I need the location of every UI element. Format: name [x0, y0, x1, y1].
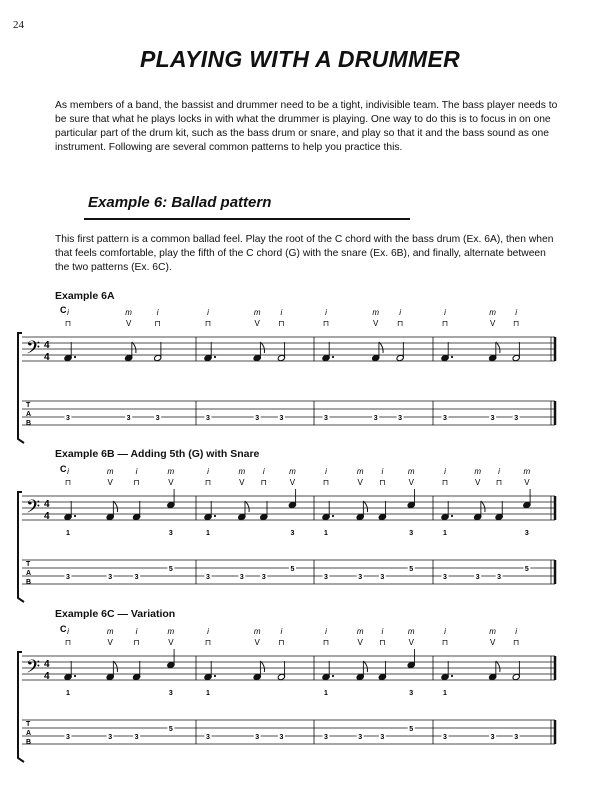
fingering-mark: m: [253, 627, 261, 636]
example-label-6b: [55, 448, 259, 460]
note-flag: [260, 661, 264, 672]
fingering-mark: i: [515, 627, 518, 636]
fingering-mark: m: [289, 467, 296, 476]
pick-direction-mark: ⊓: [495, 478, 503, 487]
tab-number: 3: [443, 734, 447, 741]
augmentation-dot: [451, 515, 453, 517]
left-hand-finger: 1: [206, 690, 210, 697]
system-bracket: [18, 492, 24, 602]
pick-direction-mark: V: [107, 638, 113, 647]
tab-number: 3: [324, 574, 328, 581]
pick-direction-mark: V: [489, 638, 496, 647]
fingering-mark: i: [67, 467, 69, 476]
pick-direction-mark: ⊓: [154, 319, 161, 328]
fingering-mark: i: [280, 627, 283, 636]
pick-direction-mark: ⊓: [64, 319, 72, 328]
augmentation-dot: [214, 675, 216, 677]
pick-direction-mark: V: [254, 638, 260, 647]
augmentation-dot: [451, 675, 453, 677]
intro-paragraph: As members of a band, the bassist and drummer need to be a tight, indivisible team. The bass player needs to be sure that what he plays locks in with what the drummer is playing. One way to do this is to focus in on one particular part of the drum kit, such as the bass drum or snare, and play so that it and the bass sound as one instrument. Following are several common patterns to help you practice this.: [55, 100, 558, 153]
tab-letter: T: [26, 402, 31, 409]
bass-clef-icon: 𝄢: [26, 337, 41, 362]
pick-direction-mark: ⊓: [322, 319, 330, 328]
pick-direction-mark: V: [254, 319, 260, 328]
tab-number: 3: [514, 415, 519, 422]
fingering-mark: i: [498, 467, 500, 476]
section-rule: [84, 218, 410, 220]
fingering-mark: m: [356, 627, 364, 636]
fingering-mark: m: [253, 308, 261, 317]
example-label-6a: [55, 290, 115, 302]
left-hand-finger: 1: [324, 530, 328, 537]
pick-direction-mark: V: [168, 638, 174, 647]
note-flag: [363, 501, 367, 512]
tab-number: 3: [206, 574, 210, 581]
fingering-mark: m: [407, 467, 415, 476]
fingering-mark: i: [67, 627, 69, 636]
pick-direction-mark: ⊓: [204, 319, 212, 328]
tab-number: 3: [373, 415, 378, 422]
fingering-mark: m: [407, 627, 415, 636]
music-system-6c: [0, 624, 600, 764]
tab-number: 3: [126, 415, 131, 422]
augmentation-dot: [451, 356, 453, 358]
left-hand-finger: 1: [443, 530, 447, 537]
tab-number: 3: [380, 734, 385, 741]
fingering-mark: i: [444, 627, 446, 636]
tab-number: 5: [409, 726, 414, 733]
left-hand-finger: 3: [409, 530, 414, 537]
fingering-mark: i: [325, 627, 327, 636]
fingering-mark: i: [444, 308, 446, 317]
pick-direction-mark: ⊓: [260, 478, 267, 487]
page-number: 24: [13, 19, 24, 31]
fingering-mark: m: [489, 627, 496, 636]
tab-number: 3: [108, 574, 113, 581]
tab-number: 3: [443, 415, 447, 422]
pick-direction-mark: V: [408, 478, 414, 487]
fingering-mark: i: [381, 467, 384, 476]
bass-clef-icon: 𝄢: [26, 656, 41, 681]
left-hand-finger: 3: [524, 530, 529, 537]
pick-direction-mark: V: [289, 478, 296, 487]
fingering-mark: i: [325, 308, 327, 317]
augmentation-dot: [74, 515, 76, 517]
tab-letter: A: [26, 411, 32, 418]
tab-number: 3: [490, 734, 495, 741]
tab-number: 3: [66, 574, 70, 581]
left-hand-finger: 1: [443, 690, 447, 697]
tab-number: 3: [475, 574, 480, 581]
tab-number: 3: [239, 574, 244, 581]
tab-number: 5: [290, 566, 295, 573]
note-flag: [496, 342, 500, 353]
pick-direction-mark: V: [107, 478, 113, 487]
fingering-mark: i: [156, 308, 159, 317]
note-flag: [363, 661, 367, 672]
time-signature-bottom: 4: [44, 511, 50, 522]
fingering-mark: m: [489, 308, 496, 317]
tab-number: 3: [279, 734, 284, 741]
pick-direction-mark: V: [489, 319, 496, 328]
pick-direction-mark: V: [524, 478, 530, 487]
fingering-mark: m: [106, 467, 114, 476]
fingering-mark: m: [523, 467, 531, 476]
left-hand-finger: 3: [168, 690, 173, 697]
left-hand-finger: 1: [66, 690, 70, 697]
tab-number: 3: [324, 415, 328, 422]
pick-direction-mark: V: [408, 638, 414, 647]
chord-symbol: C: [60, 624, 67, 634]
example-subtitle: — Variation: [114, 608, 176, 620]
tab-letter: A: [26, 730, 32, 737]
bass-clef-icon: 𝄢: [26, 496, 41, 521]
tab-number: 5: [409, 566, 414, 573]
fingering-mark: i: [325, 467, 327, 476]
fingering-mark: i: [207, 627, 209, 636]
example-label-text: Example 6A: [55, 290, 115, 302]
tab-letter: B: [26, 579, 32, 586]
fingering-mark: i: [207, 308, 209, 317]
tab-number: 3: [324, 734, 328, 741]
fingering-mark: m: [125, 308, 132, 317]
tab-number: 3: [66, 734, 70, 741]
tab-number: 5: [168, 726, 173, 733]
pick-direction-mark: ⊓: [322, 478, 330, 487]
fingering-mark: i: [399, 308, 402, 317]
pick-direction-mark: ⊓: [441, 638, 449, 647]
pick-direction-mark: ⊓: [133, 638, 140, 647]
music-system-6b: [0, 464, 600, 604]
page-title: PLAYING WITH A DRUMMER: [139, 46, 461, 72]
tab-letter: B: [26, 420, 32, 427]
section-heading: Example 6: Ballad pattern: [88, 194, 272, 211]
tab-number: 3: [490, 415, 495, 422]
tab-letter: A: [26, 570, 32, 577]
fingering-mark: i: [515, 308, 518, 317]
left-hand-finger: 1: [324, 690, 328, 697]
left-hand-finger: 3: [409, 690, 414, 697]
fingering-mark: i: [262, 467, 265, 476]
tab-number: 3: [398, 415, 403, 422]
tab-number: 3: [443, 574, 447, 581]
fingering-mark: i: [135, 627, 138, 636]
pick-direction-mark: ⊓: [513, 319, 520, 328]
system-bracket: [18, 333, 24, 443]
tab-number: 3: [255, 734, 260, 741]
left-hand-finger: 3: [168, 530, 173, 537]
augmentation-dot: [214, 356, 216, 358]
note-flag: [132, 342, 136, 353]
fingering-mark: i: [381, 627, 384, 636]
tab-number: 5: [168, 566, 173, 573]
fingering-mark: m: [167, 467, 175, 476]
chord-symbol: C: [60, 305, 67, 315]
pick-direction-mark: V: [239, 478, 245, 487]
pick-direction-mark: ⊓: [64, 478, 72, 487]
tab-number: 3: [358, 734, 363, 741]
note-flag: [481, 501, 485, 512]
pick-direction-mark: ⊓: [379, 638, 386, 647]
tab-number: 3: [108, 734, 113, 741]
tab-number: 3: [514, 734, 519, 741]
pick-direction-mark: ⊓: [64, 638, 72, 647]
tab-number: 3: [255, 415, 260, 422]
fingering-mark: m: [372, 308, 380, 317]
pick-direction-mark: V: [373, 319, 379, 328]
pick-direction-mark: ⊓: [133, 478, 140, 487]
tab-letter: T: [26, 561, 31, 568]
note-flag: [260, 342, 264, 353]
pick-direction-mark: V: [357, 478, 363, 487]
time-signature-top: 4: [44, 659, 50, 670]
tab-number: 3: [134, 734, 139, 741]
note-flag: [379, 342, 383, 353]
time-signature-bottom: 4: [44, 671, 50, 682]
note-flag: [496, 661, 500, 672]
pick-direction-mark: ⊓: [379, 478, 386, 487]
augmentation-dot: [74, 675, 76, 677]
tab-number: 3: [155, 415, 160, 422]
pick-direction-mark: ⊓: [441, 478, 449, 487]
tab-letter: B: [26, 739, 32, 746]
augmentation-dot: [74, 356, 76, 358]
augmentation-dot: [332, 515, 334, 517]
chord-symbol: C: [60, 464, 67, 474]
pick-direction-mark: ⊓: [397, 319, 404, 328]
time-signature-bottom: 4: [44, 352, 50, 363]
tab-letter: T: [26, 721, 31, 728]
pick-direction-mark: V: [125, 319, 132, 328]
tab-number: 5: [524, 566, 529, 573]
pick-direction-mark: ⊓: [204, 478, 212, 487]
note-flag: [113, 661, 117, 672]
example-label-text: Example 6C: [55, 608, 115, 620]
example-label-text: Example 6B: [55, 448, 115, 460]
tab-number: 3: [279, 415, 284, 422]
note-flag: [113, 501, 117, 512]
example-subtitle: — Adding 5th (G) with Snare: [114, 448, 260, 460]
pick-direction-mark: ⊓: [322, 638, 330, 647]
pick-direction-mark: ⊓: [278, 638, 285, 647]
augmentation-dot: [214, 515, 216, 517]
fingering-mark: i: [207, 467, 209, 476]
tab-number: 3: [206, 415, 210, 422]
fingering-mark: i: [280, 308, 283, 317]
fingering-mark: i: [135, 467, 138, 476]
augmentation-dot: [332, 356, 334, 358]
left-hand-finger: 1: [66, 530, 70, 537]
fingering-mark: m: [167, 627, 175, 636]
pick-direction-mark: ⊓: [204, 638, 212, 647]
tab-number: 3: [497, 574, 502, 581]
time-signature-top: 4: [44, 340, 50, 351]
fingering-mark: m: [238, 467, 246, 476]
tab-number: 3: [206, 734, 210, 741]
pick-direction-mark: V: [168, 478, 174, 487]
note-flag: [245, 501, 249, 512]
pick-direction-mark: ⊓: [513, 638, 520, 647]
tab-number: 3: [358, 574, 363, 581]
left-hand-finger: 3: [290, 530, 295, 537]
left-hand-finger: 1: [206, 530, 210, 537]
tab-number: 3: [261, 574, 266, 581]
music-system-6a: [0, 305, 600, 445]
section-text: This first pattern is a common ballad feel. Play the root of the C chord with the bass drum (Ex. 6A), then when that feels comfortable, play the fifth of the C chord (G) with the snare (Ex. 6B), and finally, alternate between the two patterns (Ex. 6C).: [55, 234, 554, 273]
fingering-mark: m: [106, 627, 114, 636]
fingering-mark: i: [67, 308, 69, 317]
time-signature-top: 4: [44, 499, 50, 510]
tab-number: 3: [134, 574, 139, 581]
system-bracket: [18, 652, 24, 762]
pick-direction-mark: ⊓: [278, 319, 285, 328]
fingering-mark: m: [474, 467, 481, 476]
augmentation-dot: [332, 675, 334, 677]
pick-direction-mark: V: [474, 478, 481, 487]
pick-direction-mark: V: [357, 638, 363, 647]
fingering-mark: i: [444, 467, 446, 476]
example-label-6c: [55, 608, 175, 620]
pick-direction-mark: ⊓: [441, 319, 449, 328]
tab-number: 3: [66, 415, 70, 422]
fingering-mark: m: [356, 467, 364, 476]
tab-number: 3: [380, 574, 385, 581]
